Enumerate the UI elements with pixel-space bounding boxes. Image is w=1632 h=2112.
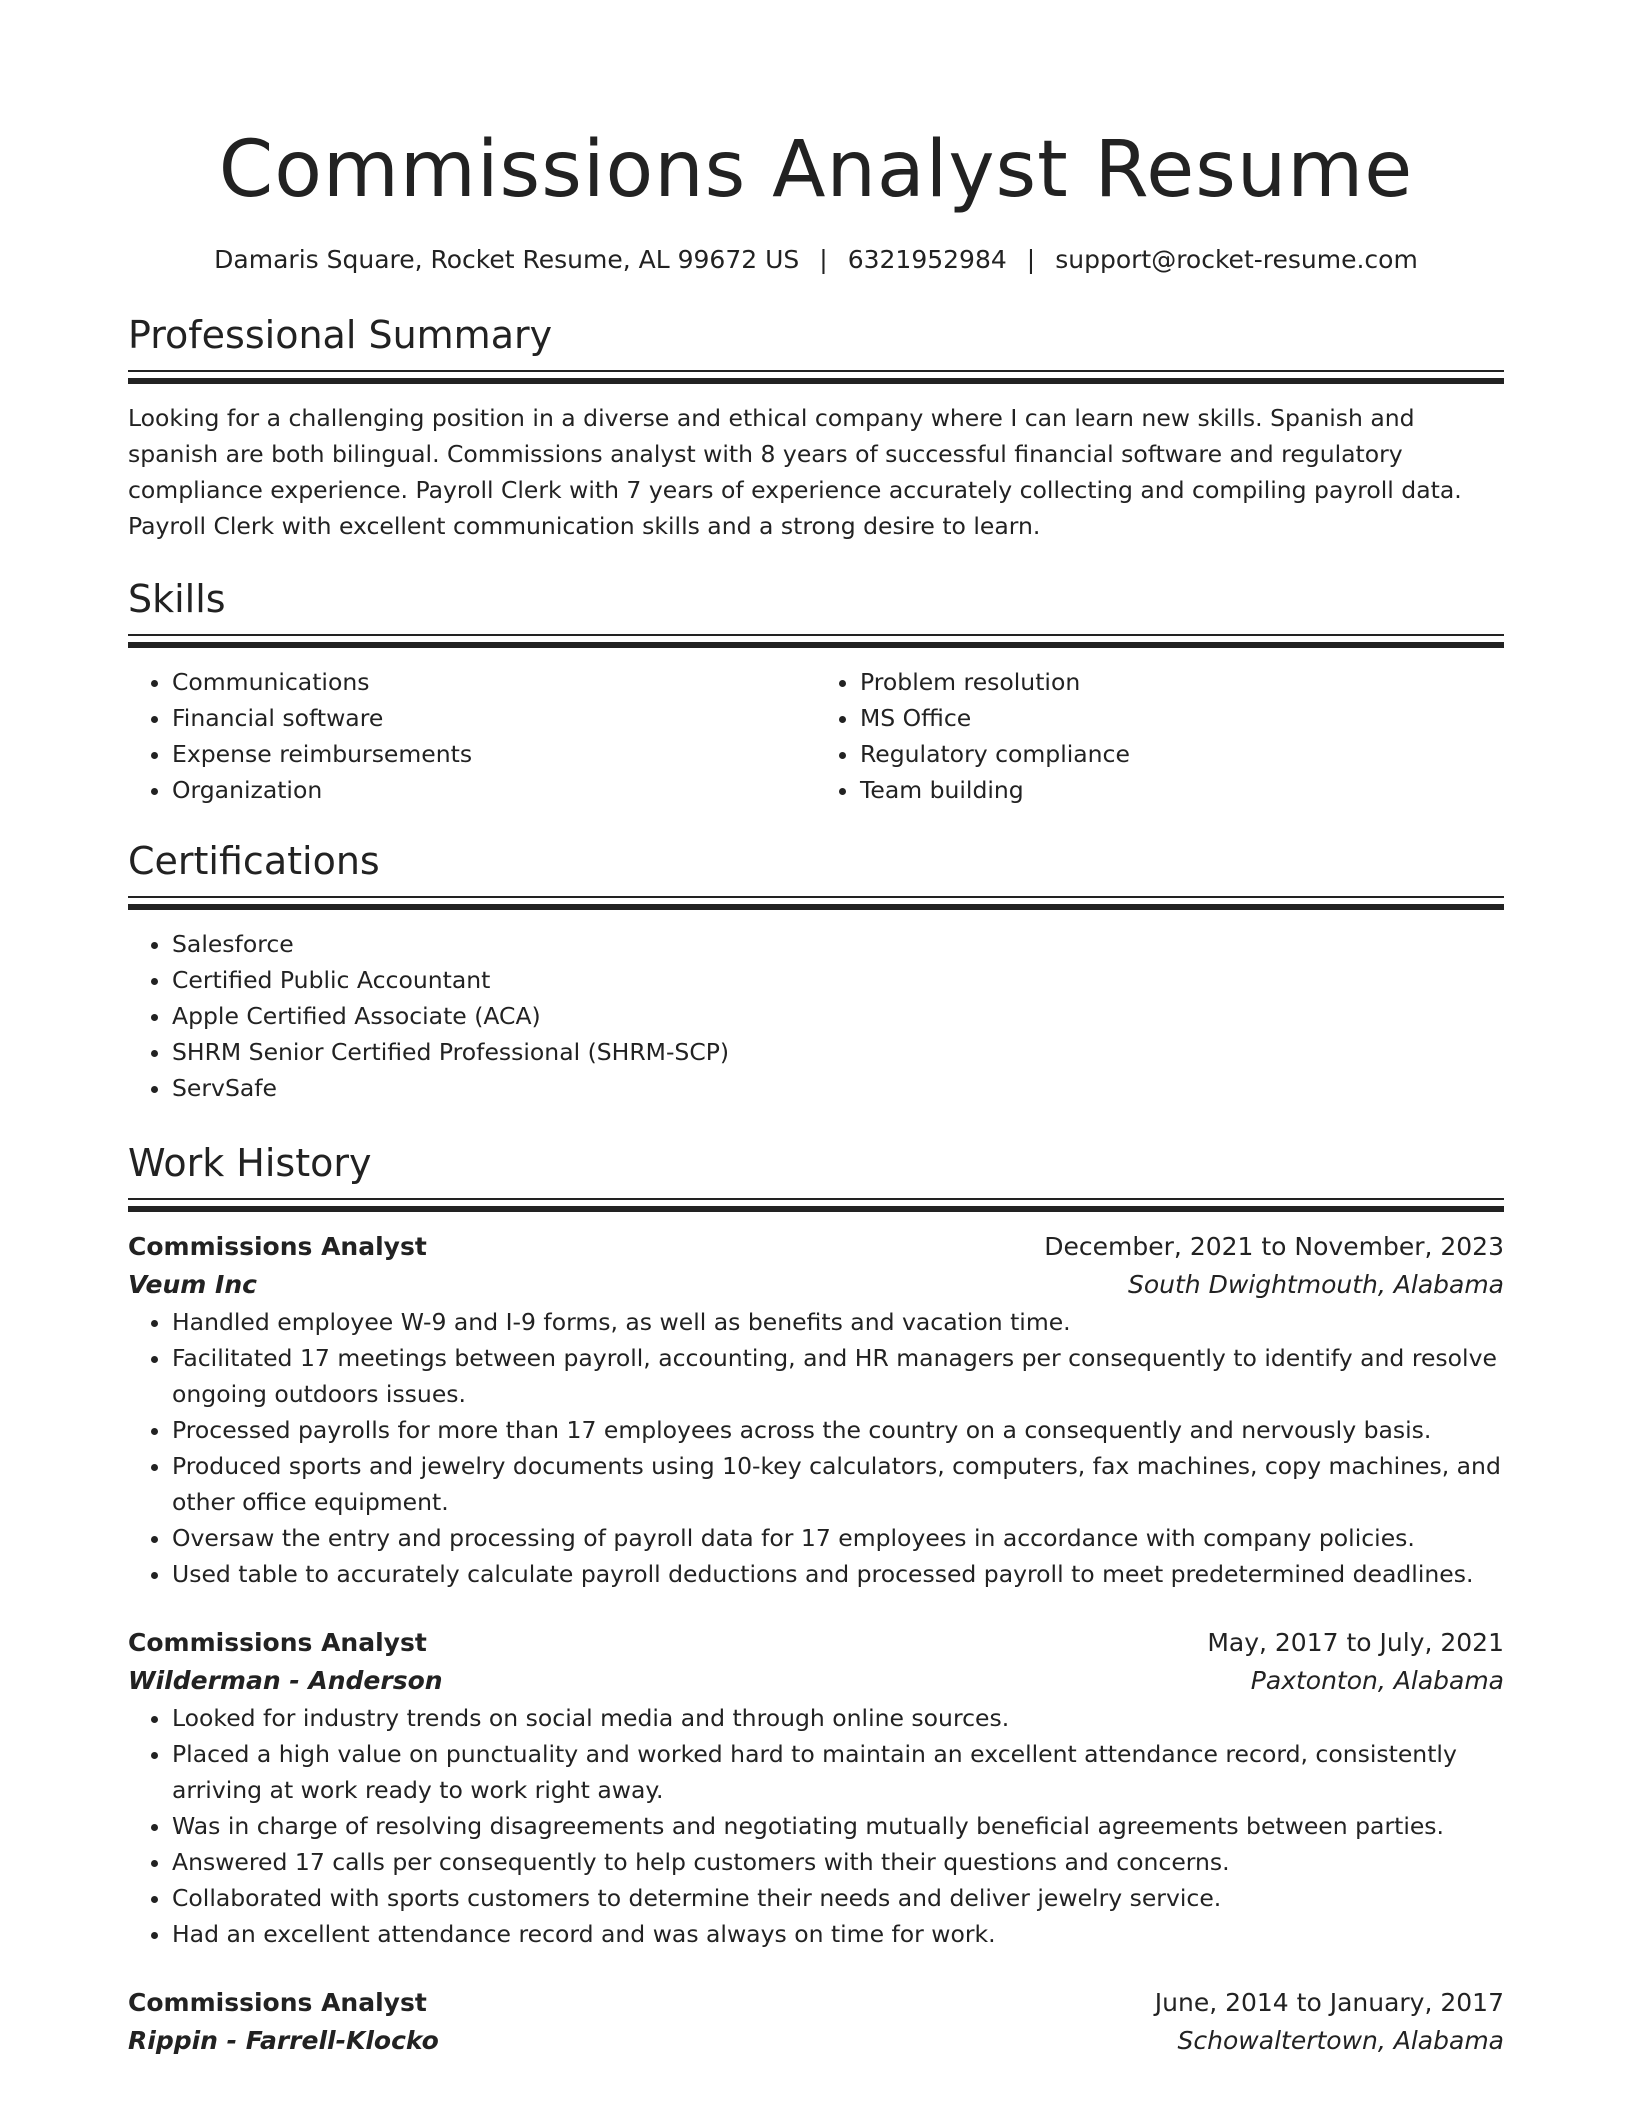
skills-section [128,574,1504,808]
section-divider [128,634,1504,648]
job-company: Wilderman - Anderson [128,1666,443,1695]
job-title: Commissions Analyst [128,1232,427,1261]
job-subheader [128,1662,1504,1700]
contact-line [128,243,1504,277]
job-bullet: • Facilitated 17 meetings between payroll, accounting, and HR managers per consequently to identify and resolve ongoing outdoors issues. [172,1340,1504,1412]
skills-column-left [128,664,816,808]
job-subheader [128,1266,1504,1304]
section-divider [128,1198,1504,1212]
skill-item: • Regulatory compliance [860,736,1504,772]
job-location: Paxtonton, Alabama [1250,1666,1504,1695]
contact-address: Damaris Square, Rocket Resume, AL 99672 US [214,245,800,274]
job-bullet: • Used table to accurately calculate payroll deductions and processed payroll to meet predetermined deadlines. [172,1556,1504,1592]
section-heading: Work History [128,1141,372,1185]
skill-item: • Organization [172,772,816,808]
certification-item: • Certified Public Accountant [172,962,1504,998]
job-header [128,1984,1504,2022]
job-title: Commissions Analyst [128,1628,427,1657]
job-header [128,1228,1504,1266]
job-entry [128,1228,1504,1592]
certifications-list [128,926,1504,1106]
skill-item: • Financial software [172,700,816,736]
summary-text: Looking for a challenging position in a diverse and ethical company where I can learn new skills. Spanish and spanish are both bilingual. Commissions analyst with 8 years of successful financial software and regulatory compliance experience. Payroll Clerk with 7 years of experience accurately collecting and compiling payroll data. Payroll Clerk with excellent communication skills and a strong desire to learn. [128,404,1462,540]
job-bullet: • Processed payrolls for more than 17 employees across the country on a consequently and nervously basis. [172,1412,1504,1448]
job-header [128,1624,1504,1662]
contact-email: support@rocket-resume.com [1055,245,1418,274]
job-bullets [128,1304,1504,1592]
skill-item: • Communications [172,664,816,700]
job-subheader [128,2022,1504,2060]
job-location: Schowaltertown, Alabama [1177,2026,1504,2055]
skills-columns [128,664,1504,808]
job-bullet: • Placed a high value on punctuality and worked hard to maintain an excellent attendance record, consistently arriving at work ready to work right away. [172,1736,1504,1808]
job-bullet: • Handled employee W-9 and I-9 forms, as well as benefits and vacation time. [172,1304,1504,1340]
section-heading: Certifications [128,839,380,883]
job-bullet: • Had an excellent attendance record and was always on time for work. [172,1916,1504,1952]
job-company: Rippin - Farrell-Klocko [128,2026,439,2055]
section-heading: Professional Summary [128,313,553,357]
job-bullet: • Oversaw the entry and processing of payroll data for 17 employees in accordance with company policies. [172,1520,1504,1556]
job-dates: June, 2014 to January, 2017 [1154,1988,1504,2017]
skills-column-right [816,664,1504,808]
skill-item: • MS Office [860,700,1504,736]
certification-item: • Apple Certified Associate (ACA) [172,998,1504,1034]
certification-item: • Salesforce [172,926,1504,962]
section-heading: Skills [128,577,226,621]
job-dates: December, 2021 to November, 2023 [1044,1232,1504,1261]
job-bullets [128,1700,1504,1952]
summary-section [128,310,1504,544]
section-divider [128,896,1504,910]
certification-item: • ServSafe [172,1070,1504,1106]
job-dates: May, 2017 to July, 2021 [1207,1628,1504,1657]
contact-separator: | [1026,245,1036,274]
work-history-section [128,1138,1504,2060]
job-entry [128,1624,1504,1952]
skills-list [128,664,816,808]
job-entry [128,1984,1504,2060]
job-title: Commissions Analyst [128,1988,427,2017]
certification-item: • SHRM Senior Certified Professional (SHRM-SCP) [172,1034,1504,1070]
job-bullet: • Was in charge of resolving disagreements and negotiating mutually beneficial agreements between parties. [172,1808,1504,1844]
resume-title: Commissions Analyst Resume [218,125,1414,215]
contact-separator: | [819,245,828,274]
job-bullet: • Produced sports and jewelry documents using 10-key calculators, computers, fax machines, copy machines, and other office equipment. [172,1448,1504,1520]
job-bullet: • Looked for industry trends on social media and through online sources. [172,1700,1504,1736]
section-divider [128,370,1504,384]
job-company: Veum Inc [128,1270,257,1299]
contact-phone: 6321952984 [847,245,1007,274]
skill-item: • Expense reimbursements [172,736,816,772]
skills-list [816,664,1504,808]
skill-item: • Team building [860,772,1504,808]
skill-item: • Problem resolution [860,664,1504,700]
certifications-section [128,836,1504,1106]
job-location: South Dwightmouth, Alabama [1127,1270,1504,1299]
job-bullet: • Answered 17 calls per consequently to help customers with their questions and concerns. [172,1844,1504,1880]
job-bullet: • Collaborated with sports customers to determine their needs and deliver jewelry service. [172,1880,1504,1916]
